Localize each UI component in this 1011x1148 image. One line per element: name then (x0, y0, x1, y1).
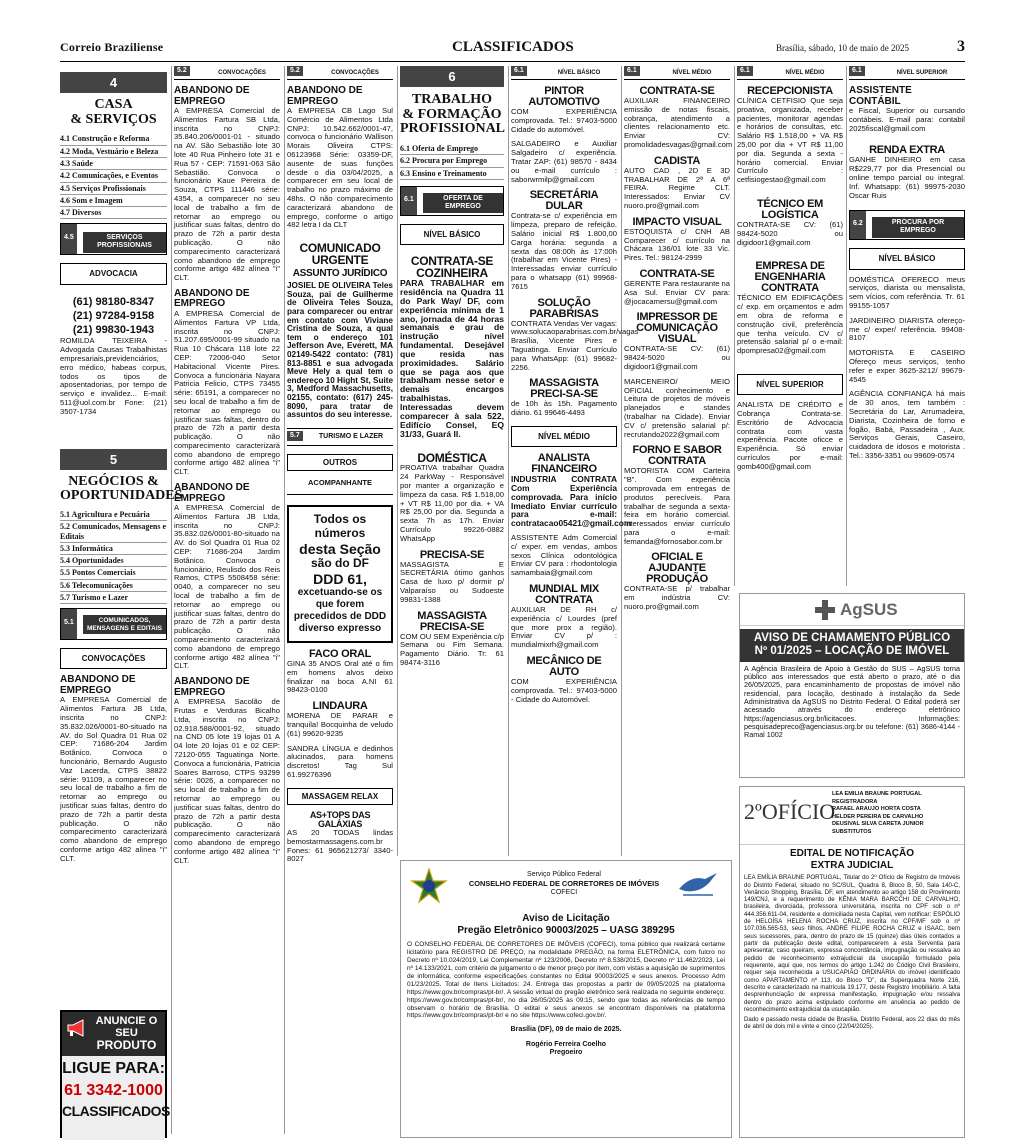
section-6-categories (400, 143, 504, 180)
oficio-subtitle: EXTRA JUDICIAL (810, 859, 894, 871)
column-divider (846, 66, 847, 586)
subsection-label: SERVIÇOS PROFISSIONAIS (83, 232, 166, 252)
oficio-logo: 2ºOFÍCIO (744, 799, 836, 824)
column-head-label: NÍVEL MÉDIO (672, 70, 712, 76)
classified-ad (849, 86, 965, 133)
cofeci-role: Pregoeiro (549, 1048, 583, 1056)
classified-ad (624, 269, 730, 306)
ad-title: MUNDIAL MIX CONTRATA (529, 583, 599, 607)
ad-title: ABANDONO DE EMPREGO (287, 85, 363, 107)
ad-subtitle: ASSUNTO JURÍDICO (292, 268, 388, 280)
subsection-tag: 6.1 (511, 66, 527, 76)
column-3 (287, 66, 393, 1134)
category-item[interactable]: 5.6 Telecomunicações (60, 580, 167, 592)
ad-body: ANALISTA DE CRÉDITO e Cobrança Contrata-se. Escritório de Advocacia contrata com vasta experiência. Pacote oficce e Experiência. Só enviar currículos por e-mail: gomb400@gmail.com (737, 400, 843, 471)
column-6 (624, 66, 733, 856)
ligue-label: LIGUE PARA: (62, 1060, 165, 1077)
subsection-tag: 6.1 (737, 66, 753, 76)
column-head (174, 66, 280, 80)
classified-ad (737, 199, 843, 247)
classified-ad (849, 276, 965, 311)
ad-body: GERENTE Para restaurante na Asa Sul. Enviar CV para: @jocacamersu@gmail.com (624, 278, 730, 306)
classificados-label: CLASSIFICADOS (62, 1103, 170, 1120)
category-item[interactable]: 5.5 Pontos Comerciais (60, 567, 167, 579)
agsus-notice (739, 593, 965, 778)
ad-body: MORENA DE PARAR e tranquila! Bocquinha de veludo (61) 99620-9235 (287, 711, 393, 738)
ad-title: AS+TOPS DAS GALÁXIAS (309, 810, 371, 830)
ad-title: CONTRATA-SE COZINHEIRA (410, 254, 494, 281)
classified-ad (400, 255, 504, 438)
ligue-phone[interactable]: 61 3342-1000 (64, 1081, 163, 1099)
classified-ad (624, 552, 730, 611)
category-item[interactable]: 4.2 Moda, Vestuário e Beleza (60, 146, 167, 158)
ad-title: CONTRATA-SE (639, 85, 715, 97)
ad-body: CONTRATA-SE p/ trabalhar em indústria CV: nuoro.pro@gmail.com (624, 584, 730, 612)
column-head (737, 66, 843, 80)
ad-body: PROATIVA trabalhar Quadra 24 ParkWay - Responsável por manter a organização e limpeza da casa. R$ 1.518,00 + VT R$ 11,00 por dia. + VA R$ 25,00 por dia. Segunda a sexta 7h as 17h. Enviar Currículo 99226-0882 WhatsApp (400, 463, 504, 543)
subsection-tag: 5.1 (61, 609, 77, 639)
subsection-label: COMUNICADOS, MENSAGENS E EDITAIS (83, 615, 166, 634)
oficio-name: HELDER PEREIRA DE CARVALHO (832, 813, 924, 820)
classified-ad (849, 390, 965, 460)
agsus-title: AVISO DE CHAMAMENTO PÚBLICO (753, 632, 951, 644)
column-4 (400, 66, 504, 856)
classified-ad (624, 445, 730, 546)
agsus-logo-area (740, 594, 964, 626)
classified-ad (174, 677, 280, 865)
oficio-body: LEA EMÍLIA BRAUNE PORTUGAL, Titular do 2º Ofício de Registro de Imóveis do Distrito Federal, situado no SC/SUL, Quadra 8, Bloco B, 50, Sala 140-C, Venâncio Shopping, Brasília, DF, em atendimento ao artigo 158 do Provimento 149/CNJ, e a requerimento de KÊNIA MARA BARCCHI DE CARVALHO, brasileira, divorciada, professora universitária, inscrita no CPF sob o nº 444.356.611-04, residente e domiciliada nesta Capital, vem notificar: ESPÓLIO de HELOÍSA HELENA ROCHA CRUZ, inscrita no CPF/MF sob o nº 107.036.565-53, seus filhos, ANDRÉ FILIPE ROCHA CRUZ e ISAAC, bem seus sucessores, para, dentro do prazo de 15 (quinze) dias úteis contados a partir da publicação deste edital, comparecerem a esta Serventia para apresentar, caso queiram, expressa concordância, impugnação ou ressalva ao pedido de reconhecimento extrajudicial da usucapião formulado pela requerente, aqui que, nos termos do artigo 1.242 do Código Civil Brasileiro, requer seja reconhecida a USUCAPIÃO ORDINÁRIA do imóvel identificado como APARTAMENTO nº 113, do Bloco "D", da Superquadra Norte 216, descrito e caracterizado na matrícula 19.177, deste Registro Imobiliário. A falta desprenhunciação de expressa manifestação, impugnação e/ou ressalva dentro do prazo acima estipulado conforme em anuência ao pedido de reconhecimento extrajudicial da usucapião. (744, 874, 960, 1013)
cofeci-org: CONSELHO FEDERAL DE CORRETORES DE IMÓVEIS (468, 879, 660, 888)
page-header (60, 38, 965, 62)
ad-body: PARA TRABALHAR em residência na Quadra 11 do Park Way/ DF, com experiência mínima de 1 ano, jornada de 44 horas semanais e grau de instrução nível fundamental. Desejável que resida nas proximidades. Salário que se paga aos que trabalham nesse setor e demais encargos trabalhistas. Interessadas devem comparecer à sala 522, Edifício Consel, EQ 31/33, Guará II. (400, 278, 504, 439)
oficio-name: RAFAEL ARAUJO HORTA COSTA (832, 806, 921, 813)
classified-ad (624, 85, 733, 150)
category-item[interactable]: 4.5 Serviços Profissionais (60, 183, 167, 195)
ad-body: A EMPRESA Sacolão de Frutas e Verduras Bicalho Ltda, inscrita no CNPJ: 02.918.588/0001-92, situado na CND 05 lote 19 lojas 01 A 04 lote 20 lojas 01 e 02 CEP: 72120-055 Taguatinga Norte. Convoca a funcionária, Patricia Soares Barroso, CTPS 93299 série: 0026, a comparecer no seu local de trabalho a fim de retornar ao emprego ou justificar suas faltas, dentro do prazo de 72h a partir desta publicação. O não comparecimento caracterizará como abandono de emprego conforme artigo 482 alínea "i" CLT. (174, 697, 280, 865)
nivel-superior-box: NÍVEL SUPERIOR (737, 374, 843, 395)
agsus-logo: AgSUS (840, 600, 898, 619)
cofeci-signature: Rogério Ferreira Coelho (525, 1040, 607, 1048)
classified-ad (511, 378, 617, 418)
category-item[interactable]: 4.7 Diversos (60, 207, 167, 219)
nivel-basico-box: NÍVEL BÁSICO (849, 248, 965, 269)
ad-title: LINDAURA (312, 700, 368, 713)
ad-title: MASSAGISTA PRECI-SA-SE (529, 377, 599, 401)
classified-ad (624, 217, 730, 263)
cofeci-body: O CONSELHO FEDERAL DE CORRETORES DE IMÓVEIS (COFECI), torna público que realizará certame licitatório para REGISTRO DE PREÇO, na modalidade PREGÃO, na forma ELETRÔNICA, com fulcro no Decreto nº 10.024/2019, Lei Complementar nº 123/2006, Decreto nº 8.538/2015, Decreto nº 11.462/2023, Lei nº 14.133/2021, com critério de julgamento o de menor preço por item, com vistas a aquisição de suprimentos de informática, conforme especificações constantes no Edital 90003/2025 e seus anexos. Processo Adm 01/23/2025. Total de Itens Licitados: 24. Entrega das propostas a partir de 09/05/2025 na plataforma https://www.gov.br/compras/pt-br/. A sessão virtual do pregão eletrônico será realizada no seguinte endereço: https://www.gov.br/compras/pt-br/, no dia 26/05/2025 às 09:15, sendo que todas as referências de tempo observam o horário de Brasília. O edital e seus anexos se encontram disponíveis na plataforma https://www.gov.br/compras/pt-br/ e no site https://www.cofeci.gov.br/. (407, 941, 725, 1020)
ad-body: AUXILIAR DE RH c/ experiência c/ Lourdes (pref que more prox a região). Enviar CV p/ : mundialmixrh@gmail.com (511, 605, 617, 650)
nivel-basico-box: NÍVEL BÁSICO (400, 224, 504, 245)
oficio-footer: Dado e passado nesta cidade de Brasília, Distrito Federal, aos 22 dias do mês de abril de dois mil e vinte e cinco (22/04/2025). (744, 1016, 960, 1031)
ad-title: PINTOR AUTOMOTIVO (528, 85, 600, 108)
ad-body: COM EXPERIÊNCIA comprovada. Tel.: 97403-5000 - Cidade do Automóvel. (511, 677, 617, 704)
subsection-tag: 6.1 (624, 66, 640, 76)
ddd-line: desta Seção (299, 540, 381, 557)
column-head-label: CONVOCAÇÕES (331, 70, 379, 76)
ad-title: ABANDONO DE EMPREGO (174, 85, 250, 107)
classified-ad (737, 401, 843, 471)
category-item[interactable]: 5.3 Informática (60, 543, 167, 555)
subsection-label: TURISMO E LAZER (318, 432, 384, 440)
subsection-tag: 6.2 (850, 211, 866, 239)
ad-title: MECÂNICO DE AUTO (526, 655, 602, 679)
cofeci-date: Brasília (DF), 09 de maio de 2025. (510, 1026, 622, 1034)
classified-ad (511, 452, 632, 529)
column-1 (60, 66, 183, 1134)
ad-body: JOSIEL DE OLIVEIRA Teles Souza, pai de Guilherme de Oliveira Teles Souza, para comparecer ou entrar em contato com Viviane Cristina de Souza, a qual tem o endereço 101 Jefferson Ave, Everett, MA 02149-5422 contato: (781) 813-8851 e sua advogada Meve Hely a qual tem o endereço 10 Hight St, Suite 3, Medford Massachusetts, 02155, contato: (617) 245-8090, para tratar de assuntos do seu interesse. (287, 281, 394, 420)
classified-ad (400, 611, 504, 668)
ad-body: JARDINEIRO DIARISTA ofereço-me c/ exper/ referência. 99408-8107 (849, 315, 965, 343)
advocacia-box: ADVOCACIA (60, 263, 167, 284)
oficio-name: REGISTRADORA (832, 798, 878, 805)
ad-body: TÉCNICO EM EDIFICAÇÕES c/ exp. em orçamentos e adm em obra de reforma e construção civil, preferência que tenha veículo. CV c/ pretensão salarial p/ o e-mail: dpompresa02@gmail.com (737, 293, 843, 356)
column-divider (508, 66, 509, 856)
ad-body: A EMPRESA Comercial de Alimentos Fartura SB Ltda, inscrita no CNPJ: 35.840.206/0001-01 - situado na AV. São Sebastião lote 30 lote 40 Rua Pinheiro lote 31 e Rua 57 - CEP: 71591-063 São Sebastião. Convoca o funcionário Kaue Pereira de Souza, CTPS 111446 série: 4354, a comparecer no seu local de trabalho a fim de retornar ao emprego ou justificar suas faltas, dentro do prazo de 72h a partir desta publicação. O não comparecimento caracterizará como abandono de emprego conforme artigo 482 alínea "i" CLT. (174, 106, 280, 283)
category-item[interactable]: 6.2 Procura por Emprego (400, 155, 504, 167)
classified-ad (60, 675, 167, 863)
convocacoes-box: CONVOCAÇÕES (60, 648, 167, 669)
outros-box: OUTROS (287, 454, 393, 471)
ad-title: ASSISTENTE CONTÁBIL (849, 85, 912, 107)
ddd-line: DDD 61, (313, 570, 367, 587)
column-divider (734, 66, 735, 586)
megaphone-icon (66, 1018, 90, 1038)
category-item[interactable]: 6.1 Oferta de Emprego (400, 143, 504, 155)
ad-body: GINA 35 ANOS Oral até o fim em homens alvos deixo finalizar na boca A.NI 61 98423-0100 (287, 659, 393, 695)
ad-body: AS 20 TODAS lindas bemostarmassagens.com.br Fones: 61 965621273/ 3340-8027 (287, 828, 393, 864)
subsection-label: PROCURA POR EMPREGO (872, 217, 964, 237)
ad-body: SALGADEIRO e Auxiliar Salgadeiro c/ experiência. Tratar ZAP: (61) 98570 - 8434 ou e-mail currículo : saborwrmilp@gmail.com (511, 139, 617, 184)
romilda-ad: ROMILDA TEIXEIRA - Advogada Causas Trabalhistas empresariais,previdenciários, erro médico, habeas corpus, todos os tipos de aposentadorias, por tempo de serviço e invalidez... E-mail: 511@uol.com.br Fone: (21) 3507-1734 (60, 336, 167, 416)
category-item[interactable]: 4.6 Som e Imagem (60, 195, 167, 207)
agsus-body: A Agência Brasileira de Apoio à Gestão do SUS – AgSUS torna público aos interessados que está aberto o prazo, até o dia 26/05/2025, para encaminhamento de propostas de imóvel não residencial, para locação, destinado à instalação da Sede Administrativa da AgSUS no Distrito Federal. O Edital poderá ser acessado através do endereço eletrônico https://agenciasus.org.br/licitacoes. Informações: pesquisadepreco@agenciasus.org.br ou telefone: (61) 3686-4144 - Ramal 1002 (744, 663, 960, 740)
oficio-name: DEUSIVAL SILVA CARETA JUNIOR (832, 821, 924, 828)
ad-body: CONTRATA Vendas Ver vagas: www.solucaoparabrisas.com.br/vagas Brasília, Vicente Pires e Taguatinga. Enviar Currículo para WhatsApp: (61) 99682-2256. (511, 318, 639, 372)
massagem-box: MASSAGEM RELAX (287, 788, 393, 805)
subsection-header (849, 210, 965, 240)
ad-body: AGÊNCIA CONFIANÇA há mais de 30 anos, tem também : Secretária do Lar, Arrumadeira, Diarista, Cozinheira de forno e fogão, Babá, Passadeira , Aux. Serviços Gerais, Caseiro, cuidadora de idosos e motorista . Tel.: 3356-3351 ou 99609-0574 (849, 389, 965, 460)
ad-body: COM OU SEM Experiência c/p Semana ou Fim Semana. Pagamento Diário. Tr: 61 98474-3116 (400, 631, 504, 667)
column-head-label: CONVOCAÇÕES (218, 70, 266, 76)
classified-ad (511, 86, 617, 134)
section-title: CLASSIFICADOS (452, 39, 574, 55)
classified-ad (849, 349, 965, 384)
ad-body: ASSISTENTE Adm Comercial c/ exper. em vendas, ambos sexos Clínica odontológica Enviar CV para : rhodontologia samambaia@gmail.com (511, 533, 617, 578)
ad-body: SANDRA LÍNGUA e dedinhos alucinados, para homens discretos! Tag Sul 61.99276396 (287, 743, 393, 780)
column-head (511, 66, 617, 80)
oficio-name: LEA EMILIA BRAUNE PORTUGAL (832, 791, 922, 797)
ad-body: MARCENEIRO/ MEIO OFICIAL conhecimento e Leitura de projetos de móveis planejados e standes (trabalhar na Cidade). Enviar CV c/ pretensão salarial p/: recrutando2022@gmail.com (624, 376, 730, 439)
ad-body: CONTRATA-SE CV: (61) 98424-5020 ou digidoor1@gmail.com (737, 219, 843, 247)
section-5-title: NEGÓCIOS & OPORTUNIDADES (60, 473, 183, 504)
subsection-tag: 5.7 (287, 431, 303, 441)
subsection-tag: 5.2 (287, 66, 303, 76)
ad-body: e Fiscal, Superior ou cursando contábeis. E-mail para: contabil 2025fiscal@gmail.com (849, 106, 965, 133)
ad-title: ABANDONO DE EMPREGO (174, 482, 250, 504)
subsection-label: OFERTA DE EMPREGO (423, 193, 503, 213)
classified-ad (400, 550, 504, 605)
ddd-line: são do DF (310, 555, 369, 570)
ad-title: RECEPCIONISTA (747, 85, 833, 97)
classified-ad (624, 378, 730, 440)
ddd-line: Todos os (313, 511, 367, 526)
ad-body: AUXILIAR FINANCEIRO emissão de notas fiscais, cobrança, atendimento a clientes relacionamento etc. Enviar CV: promolidadesvagas@gmail.com (624, 96, 733, 149)
subsection-header (400, 186, 504, 216)
produto-text: PRODUTO (96, 1038, 157, 1052)
category-item[interactable]: 5.1 Agricultura e Pecuária (60, 509, 167, 521)
classified-ad (174, 86, 280, 283)
column-head (849, 66, 965, 80)
ad-title: IMPACTO VISUAL (632, 215, 722, 228)
ad-body: DOMÉSTICA OFERECO meus serviços, diarista ou mensalista, sem vícios, com referência. Tr. 61 99155-1057 (849, 274, 965, 311)
ad-title: CADISTA (654, 154, 700, 167)
subsection-header (287, 428, 393, 446)
ad-body: MASSAGISTA E SECRETÁRIA ótimo ganhos Casa de luxo p/ dormir p/ Valparaíso ou Sudoeste 99831-1388 (400, 559, 504, 604)
classified-ad (287, 811, 393, 864)
section-6-number: 6 (400, 66, 504, 87)
column-divider (397, 66, 398, 856)
classified-ad (287, 242, 393, 420)
ad-title: ABANDONO DE EMPREGO (174, 676, 250, 698)
ad-title: FACO ORAL (308, 648, 372, 661)
ad-title: FORNO E SABOR CONTRATA (632, 444, 722, 468)
column-head (624, 66, 730, 80)
section-4-categories (60, 133, 167, 219)
section-5-categories (60, 509, 167, 604)
ad-body: COM EXPERIÊNCIA comprovada. Tel.: 97403-5000 Cidade do automóvel. (511, 107, 617, 134)
oficio-notice (739, 786, 965, 1138)
subsection-tag: 6.1 (849, 66, 865, 76)
ad-title: SOLUÇÃO PARABRISAS (529, 296, 599, 320)
column-head-label: NÍVEL MÉDIO (785, 70, 825, 76)
ad-body: A EMPRESA CB Lago Sul Comércio de Alimentos Ltda CNPJ: 10.542.662/0001-47, convoca o funcionário Wallison Morais Oliveira CTPS: 06123968 Série: 03359-DF, ausente de suas funções desde o dia 03/04/2025, a comparecer em seu local de trabalho no prazo máximo de 48hs. O não comparecimento caracterizará abandono de emprego, conforme o artigo 482 letra I da CLT (287, 106, 393, 230)
column-8 (849, 66, 965, 586)
section-4-title: CASA & SERVIÇOS (70, 97, 157, 127)
cofeci-subtitle: Pregão Eletrônico 90003/2025 – UASG 389295 (457, 924, 675, 936)
classified-ad (287, 649, 393, 695)
classified-ad (511, 140, 617, 184)
classified-ad (287, 86, 393, 230)
cofeci-title: Aviso de Licitação (522, 913, 610, 924)
ad-title: COMUNICADO URGENTE (299, 241, 381, 268)
ad-body: A EMPRESA Comercial de Alimentos Fartura VP Ltda, inscrita no CNPJ: 51.207.695/0001-99 situado na Rua 10 Chácara 118 lote 22 CEP: 72006-040 Setor Habitacional Vicente Pires. Convoca a funcionária Nayara Patricia Felicio, CTPS 73455 série: 65191, a comparecer no seu local de trabalho a fim de retornar ao emprego ou justificar suas faltas, dentro do prazo de 72h a partir desta publicação. O não comparecimento caracterizará como abandono de emprego conforme artigo 482 alínea "i" CLT. (174, 308, 280, 477)
subsection-tag: 6.1 (401, 187, 417, 215)
category-item[interactable]: 5.2 Comunicados, Mensagens e Editais (60, 521, 167, 543)
subsection-tag: 4.5 (61, 224, 77, 254)
classified-ad (287, 701, 393, 738)
oficio-name: SUBSTITUTOS (832, 828, 872, 835)
ddd-line: números (314, 525, 366, 540)
agsus-subtitle: Nº 01/2025 – LOCAÇÃO DE IMÓVEL (754, 645, 950, 658)
ad-title: EMPRESA DE ENGENHARIA CONTRATA (754, 260, 826, 295)
ad-title: RENDA EXTRA (869, 144, 945, 157)
oficio-title: EDITAL DE NOTIFICAÇÃO (789, 848, 915, 859)
ad-title: SECRETÁRIA DULAR (529, 189, 599, 213)
phone-list: (61) 98180-8347 (21) 97284-9158 (21) 99830-1943 (72, 295, 155, 337)
section-5-number: 5 (60, 449, 167, 470)
oficio-names (832, 791, 924, 836)
ad-body: CONTRATA-SE CV: (61) 98424-5020 ou digidoor1@gmail.com (624, 344, 730, 371)
category-item[interactable]: 5.7 Turismo e Lazer (60, 592, 167, 604)
classified-ad (849, 145, 965, 200)
ddd-notice (287, 505, 393, 643)
classified-ad (400, 452, 504, 543)
category-item[interactable]: 4.3 Saúde (60, 158, 167, 170)
ad-title: ABANDONO DE EMPREGO (174, 287, 250, 310)
ad-body: MOTORISTA COM Carteira "B". Com experiência comprovada em entregas de produtos perecíveis. Para trabalhar de segunda a sexta-feira em horário comercial. Interessados enviar currículo para o e-mail: femanda@fornosabor.com.br (624, 466, 730, 546)
ad-title: CONTRATA-SE (639, 267, 715, 280)
column-2 (174, 66, 280, 1134)
anuncie-text: ANUNCIE O SEU (95, 1015, 158, 1039)
classified-ad (511, 656, 617, 704)
section-4-number: 4 (60, 72, 167, 93)
page-date: Brasília, sábado, 10 de maio de 2025 (776, 43, 909, 53)
cross-icon (814, 599, 836, 621)
classified-ad (737, 261, 843, 356)
classified-ad (174, 483, 280, 671)
ad-title: OFICIAL E AJUDANTE PRODUÇÃO (646, 551, 708, 586)
classified-ad (511, 190, 617, 291)
classified-ad (174, 289, 280, 477)
column-divider (284, 66, 285, 1134)
ad-title: TÉCNICO EM LOGÍSTICA (756, 197, 824, 221)
category-item[interactable]: 4.1 Construção e Reforma (60, 133, 167, 145)
ad-body: CLÍNICA CETFISIO Que seja proativa, organizada, receber pacientes, monitorar agendas e horários de consultas, etc. Salário R$ 1.518,00 + VA R$ 25,00 por dia + VT R$ 11,00 por dia. Segunda a sexta - horário comercial. Enviar Currículo : cetfisiogestao@gmail.com (737, 96, 843, 185)
classified-ad (287, 745, 393, 780)
ad-body: AUTO CAD , 2D E 3D TRABALHAR DE 2ª A 6ª FEIRA. Regime CLT. Interessados: Enviar CV nuoro.pro@gmail.com (624, 165, 730, 210)
subsection-tag: 5.2 (174, 66, 190, 76)
ad-title: ANALISTA FINANCEIRO (531, 452, 597, 476)
classified-ad (737, 86, 843, 185)
nivel-medio-box: NÍVEL MÉDIO (511, 426, 617, 447)
ad-body: ESTOQUISTA c/ CNH AB Comparecer c/ currículo na Chácara 136/01 lote 33 Vic. Pires. Tel.: 98124-2999 (624, 226, 730, 263)
column-divider (171, 66, 172, 1134)
acompanhante-label: ACOMPANHANTE (287, 479, 393, 495)
ad-title: PRECISA-SE (419, 548, 485, 561)
column-5 (511, 66, 639, 856)
category-item[interactable]: 4.2 Comunicações, e Eventos (60, 170, 167, 182)
ad-title: IMPRESSOR DE COMUNICAÇÃO VISUAL (636, 311, 718, 346)
subsection-header (60, 608, 167, 640)
ad-body: GANHE DINHEIRO em casa R$229,77 por dia Presencial ou online tempo parcial ou integral. Inf. Whatsapp: (61) 99975-2030 Oscar Ruis (849, 155, 965, 200)
ad-title: ABANDONO DE EMPREGO (60, 674, 136, 696)
cofeci-top: Serviço Público Federal (527, 871, 601, 878)
ad-title: DOMÉSTICA (417, 451, 487, 466)
column-divider (621, 66, 622, 856)
bird-icon (677, 869, 719, 899)
cofeci-acronym: COFECI (550, 889, 578, 896)
column-7 (737, 66, 843, 586)
brasao-icon (409, 867, 449, 907)
category-item[interactable]: 6.3 Ensino e Treinamento (400, 168, 504, 180)
classified-ad (511, 534, 617, 578)
section-6-title: TRABALHO & FORMAÇÃO PROFISSIONAL (400, 92, 506, 137)
column-head-label: NÍVEL SUPERIOR (896, 70, 948, 76)
ad-body: Contrata-se c/ experiência em limpeza, preparo de refeição. Salário inicial R$ 1.800,00 Carga horária: segunda a sexta das 08:00h às 17:00h (trabalhar em Vicente Pires) - Interessadas enviar currículo para o whatsapp (61) 99968-7615 (511, 211, 617, 291)
page-number: 3 (957, 38, 965, 55)
newspaper-name: Correio Braziliense (60, 40, 164, 54)
ad-body: MOTORISTA E CASEIRO Ofereço meus serviços, tenho refer e exper 3625-3212/ 99679-4545 (849, 348, 965, 384)
ad-body: INDUSTRIA CONTRATA Com Experiência comprovada. Para início Imediato Enviar currículo para e-mail: contratacao05421@gmail.com (511, 474, 632, 529)
subsection-header (60, 223, 167, 255)
classified-ad (511, 296, 639, 373)
column-head-label: NÍVEL BÁSICO (557, 70, 601, 76)
classified-ad (624, 156, 730, 211)
classified-ad (511, 584, 617, 650)
classified-ad (849, 317, 965, 343)
anuncie-banner[interactable] (60, 1010, 170, 1138)
category-item[interactable]: 5.4 Oportunidades (60, 555, 167, 567)
classified-ad (624, 312, 730, 371)
ad-body: A EMPRESA Comercial de Alimentos Fartura JB Ltda, inscrita no CNPJ: 35.832.026/0001-80-situado na AV. do Sol Quadra 01 Rua 02 CEP: 71686-204 Jardim Botânico. Convoca o funcionário, Bernardo Augusto Vaz Lacerda, CTPS 38822 série: 91109, a comparecer no seu local de trabalho a fim de retornar ao emprego ou justificar suas faltas, dentro do prazo de 72h a partir desta publicação. O não comparecimento caracterizará como abandono de emprego conforme artigo 482 alínea "i" CLT. (60, 695, 167, 863)
ad-body: A EMPRESA Comercial de Alimentos Fartura JB Ltda, inscrita no CNPJ: 35.832.026/0001-80-situado na AV. do Sol Quadra 01 Rua 02 CEP: 71686-204 Jardim Botânico. Convoca o funcionário, Reulisdo dos Reis Ramos, CTPS 5508458 série: 0040, a comparecer no seu local de trabalho a fim de retornar ao emprego ou justificar suas faltas, dentro do prazo de 72h a partir desta publicação. O não comparecimento caracterizará como abandono de emprego conforme artigo 482 alínea "i" CLT. (174, 503, 280, 671)
ddd-line: excetuando-se os que forem precedidos de DDD diverso expresso (293, 587, 387, 635)
cofeci-notice (400, 860, 732, 1138)
column-head (287, 66, 393, 80)
ad-title: MASSAGISTA PRECISA-SE (417, 609, 487, 633)
ad-body: de 10h às 15h. Pagamento diário. 61 99646-4493 (511, 399, 617, 418)
